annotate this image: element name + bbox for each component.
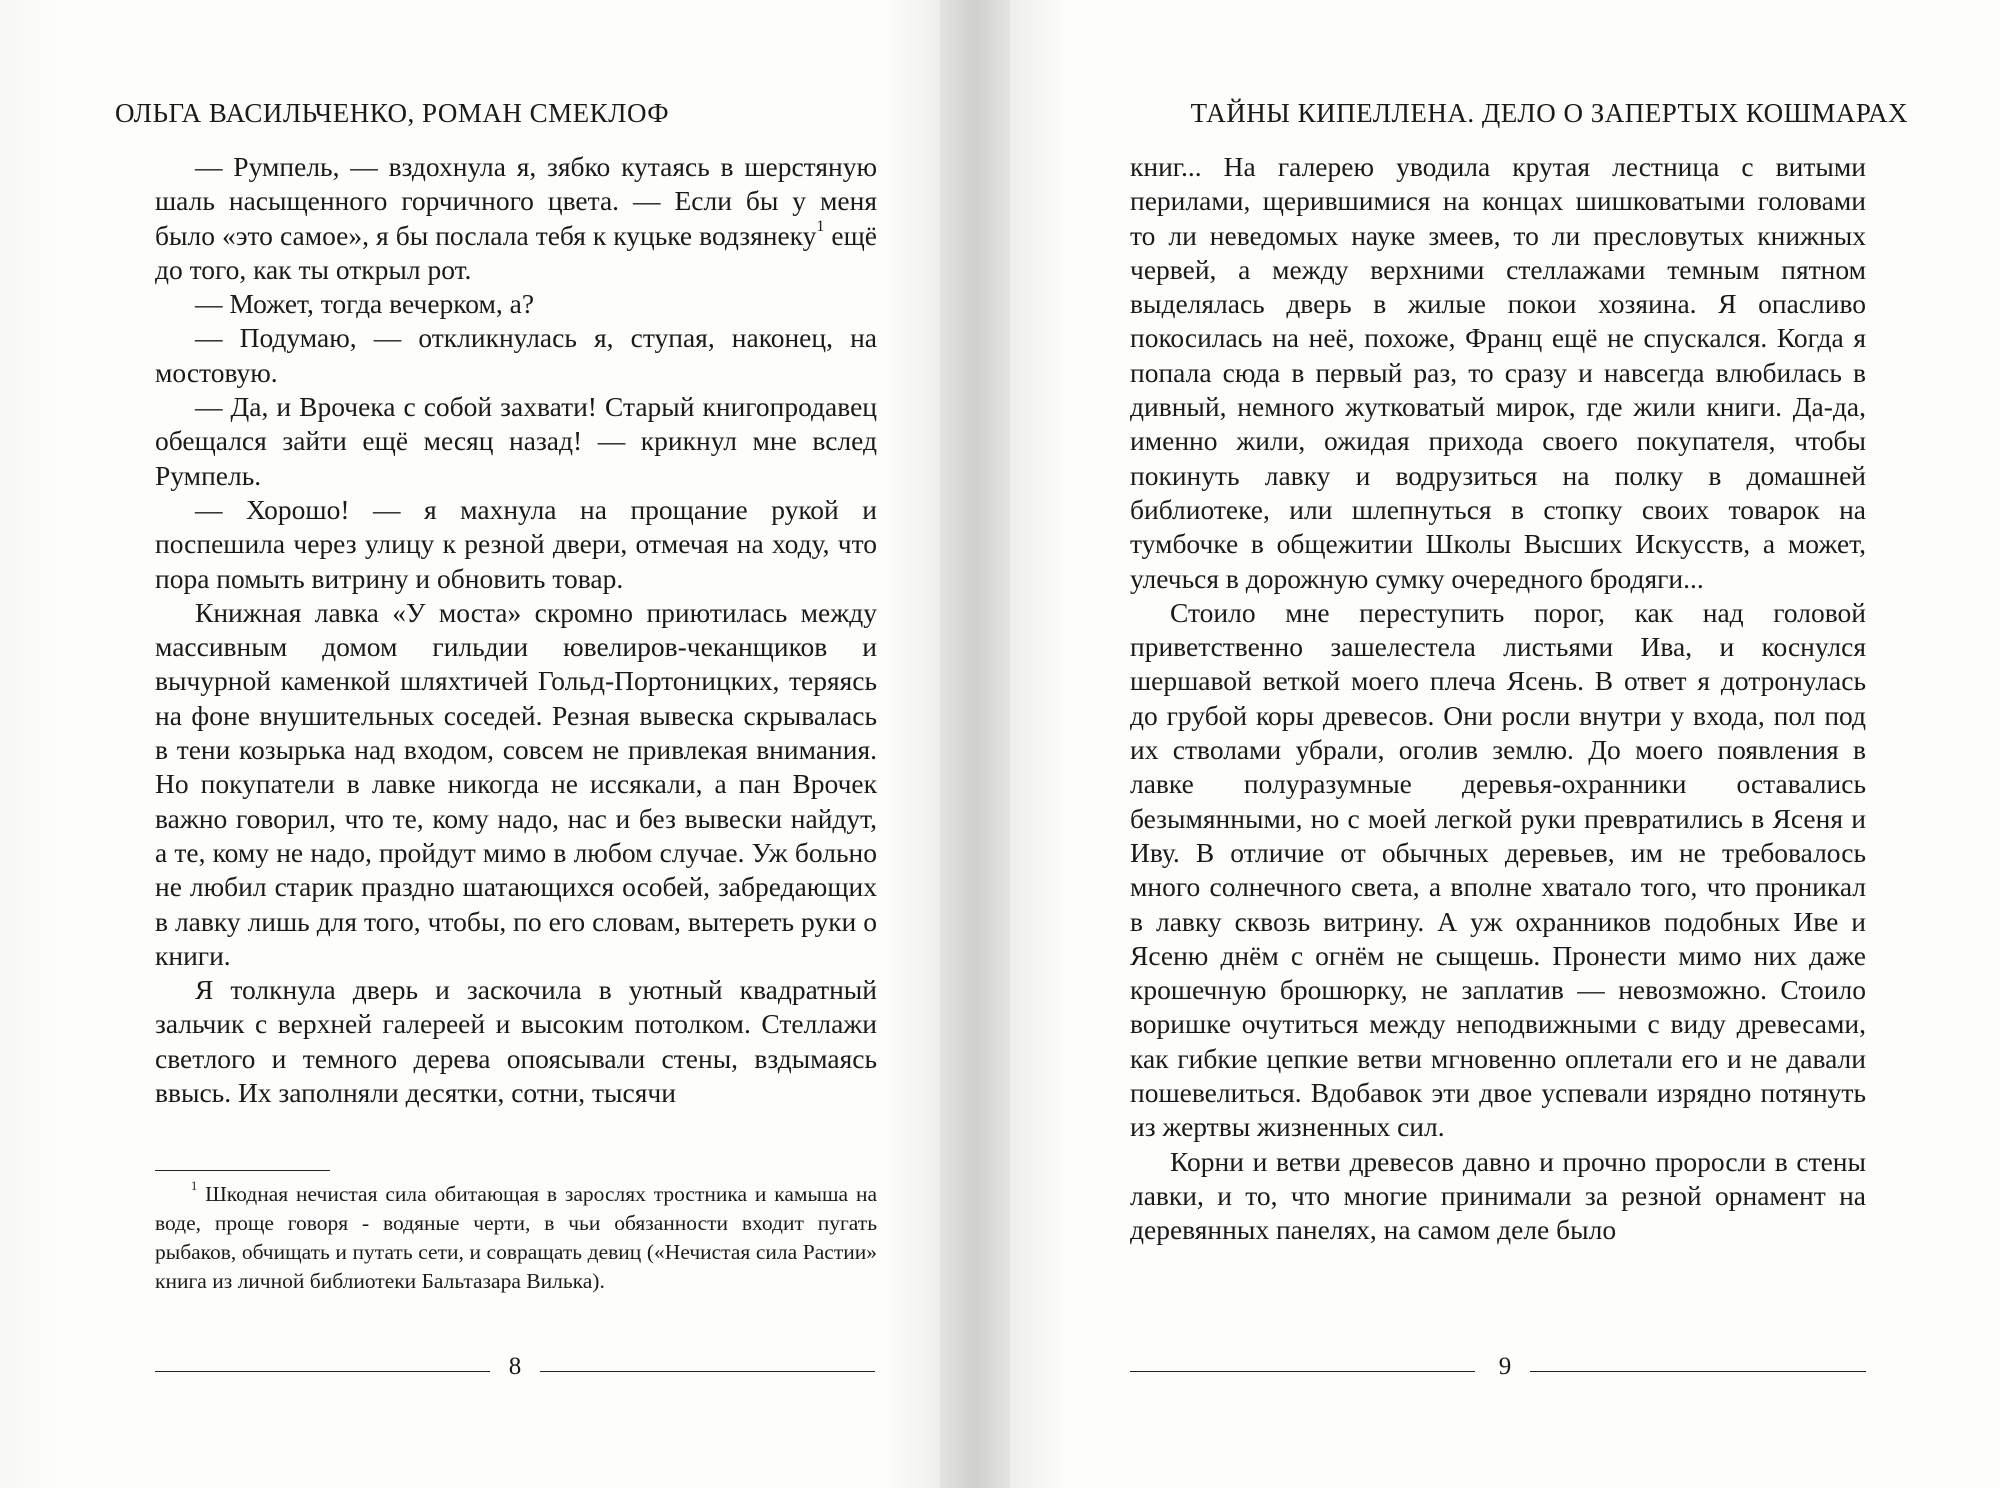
paragraph: Книжная лавка «У моста» скромно приютилась между массивным домом гильдии ювелиров-чеканщиков и вычурной каменкой шляхтичей Гольд-Портоницких, теряясь на фоне внушительных соседей. Резная вывеска скрывалась в тени козырька над входом, совсем не привлекая внимания. Но покупатели в лавке никогда не иссякали, а пан Врочек важно говорил, что те, кому надо, нас и без вывески найдут, а те, кому не надо, пройдут мимо в любом случае. Уж больно не любил старик праздно шатающихся особей, забредающих в лавку лишь для того, чтобы, по его словам, вытереть руки о книги. [155, 596, 877, 971]
paragraph: книг... На галерею уводила крутая лестница с витыми перилами, щерившимися на концах шишковатыми головами то ли неведомых науке змеев, то ли пресловутых книжных червей, а между верхними стеллажами темным пятном выделялась дверь в жилые покои хозяина. Я опасливо покосилась на неё, похоже, Франц ещё не спускался. Когда я попала сюда в первый раз, то сразу и навсегда влюбилась в дивный, немного жутковатый мирок, где жили книги. Да-да, именно жили, ожидая прихода своего покупателя, чтобы покинуть лавку и водрузиться на полку в домашней библиотеке, или шлепнуться в стопку своих товарок на тумбочке в общежитии Школы Высших Искусств, а может, улечься в дорожную сумку очередного бродяги... [1130, 151, 1866, 594]
paragraph: Корни и ветви древесов давно и прочно проросли в стены лавки, и то, что многие принимали за резной орнамент на деревянных панелях, на самом деле было [1130, 1145, 1866, 1246]
running-head-authors: ОЛЬГА ВАСИЛЬЧЕНКО, РОМАН СМЕКЛОФ [115, 98, 670, 128]
footnote-reference[interactable]: 1 [816, 218, 825, 236]
folio-rule-left [1130, 1371, 1475, 1372]
paragraph-text: — Румпель, — вздохнула я, зябко кутаясь в шерстяную шаль насыщенного горчичного цвета. — Если бы у меня было «это самое», я бы послала тебя к куцьке водзянеку [155, 151, 877, 251]
left-page [0, 0, 940, 1488]
body-text-left [155, 150, 877, 1110]
paragraph: — Да, и Врочека с собой захвати! Старый книгопродавец обещался зайти ещё месяц назад! — крикнул мне вслед Румпель. [155, 391, 877, 491]
paragraph: Стоило мне переступить порог, как над головой приветственно зашелестела листьями Ива, и коснулся шершавой веткой моего плеча Ясень. В ответ я дотронулась до грубой коры древесов. Они росли внутри у входа, пол под их стволами убрали, оголив землю. До моего появления в лавке полуразумные деревья-охранники оставались безымянными, но с моей легкой руки превратились в Ясеня и Иву. В отличие от обычных деревьев, им не требовалось много солнечного света, а вполне хватало того, что проникал в лавку сквозь витрину. А уж охранников подобных Иве и Ясеню днём с огнём не сыщешь. Пронести мимо них даже крошечную брошюрку, не заплатив — невозможно. Стоило воришке очутиться между неподвижными с виду древесами, как гибкие цепкие ветви мгновенно оплетали его и не давали пошевелиться. Вдобавок эти двое успевали изрядно потянуть из жертвы жизненных сил. [1130, 596, 1866, 1143]
paragraph: — Может, тогда вечерком, а? [195, 288, 535, 320]
right-page [1010, 0, 2000, 1488]
footnote-mark: 1 [191, 1179, 198, 1194]
book-gutter [940, 0, 1010, 1488]
page-number: 8 [508, 1353, 522, 1380]
folio-rule-right [540, 1371, 875, 1372]
body-text-right [1130, 150, 1866, 1248]
paragraph-text: ещё до того, как ты открыл рот. [155, 219, 877, 285]
footnote [155, 1180, 877, 1296]
paragraph: — Хорошо! — я махнула на прощание рукой и поспешила через улицу к резной двери, отмечая на ходу, что пора помыть витрину и обновить товар. [155, 493, 877, 594]
paragraph [155, 150, 877, 287]
footnote-separator [155, 1170, 330, 1171]
footnote-text: Шкодная нечистая сила обитающая в зарослях тростника и камыша на воде, проще говоря - водяные черти, в чьи обязанности входит пугать рыбаков, обчищать и путать сети, и совращать девиц («Нечистая сила Растии» книга из личной библиотеки Бальтазара Вилька). [155, 1182, 878, 1293]
folio-rule-right [1530, 1371, 1866, 1372]
paragraph: — Подумаю, — откликнулась я, ступая, наконец, на мостовую. [155, 322, 877, 388]
page-number: 9 [1498, 1353, 1512, 1380]
folio-rule-left [155, 1371, 490, 1372]
paragraph: Я толкнула дверь и заскочила в уютный квадратный зальчик с верхней галереей и высоким потолком. Стеллажи светлого и темного дерева опоясывали стены, вздымаясь ввысь. Их заполняли десятки, сотни, тысячи [155, 974, 877, 1109]
running-head-title: ТАЙНЫ КИПЕЛЛЕНА. ДЕЛО О ЗАПЕРТЫХ КОШМАРАХ [1190, 98, 1908, 128]
